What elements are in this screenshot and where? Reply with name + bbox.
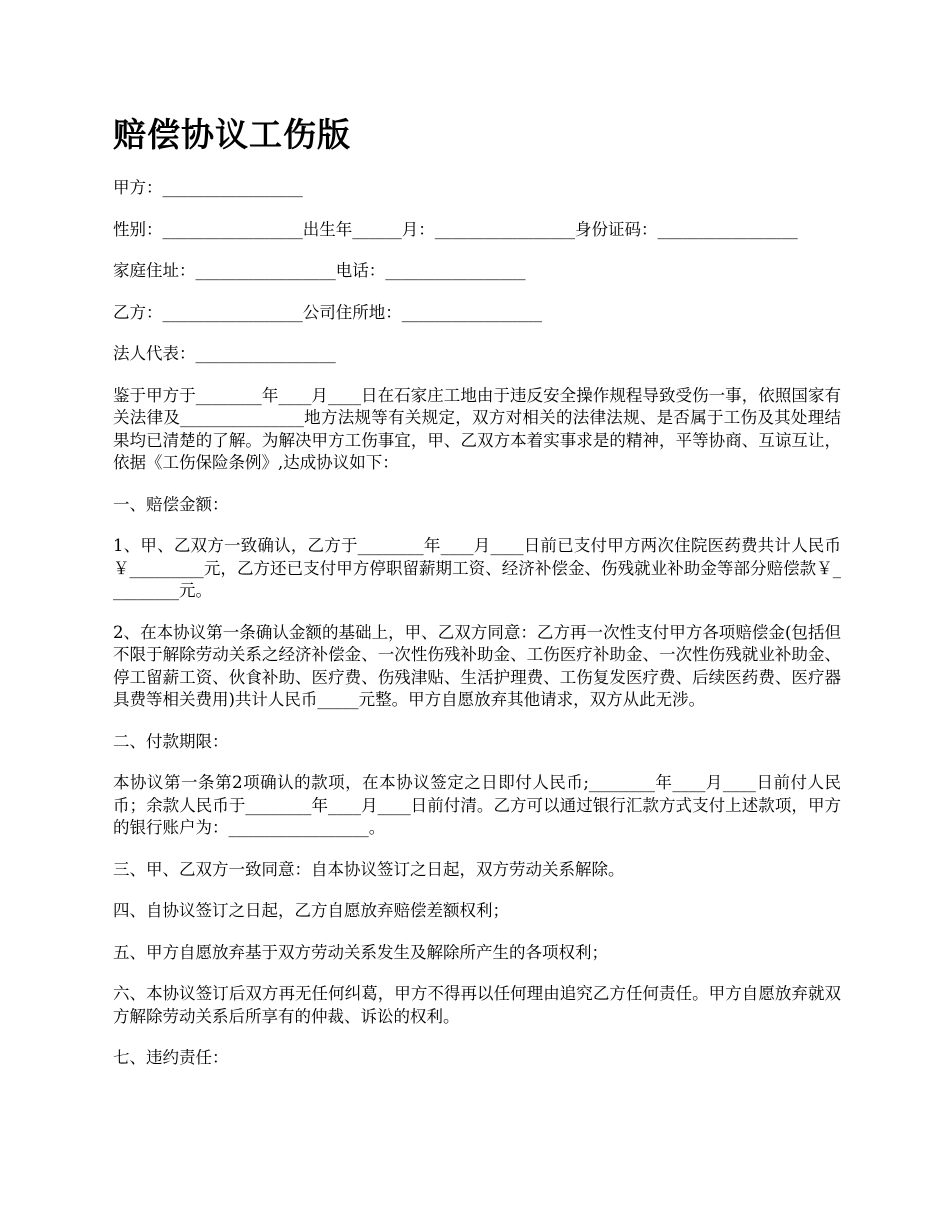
clause-1-1: 1、甲、乙双方一致确认，乙方于________年____月____日前已支付甲方两次住院医药费共计人民币￥_________元，乙方还已支付甲方停职留薪期工资、经济补偿金、伤残就业补助金等部分赔偿款￥_________元。 <box>113 536 841 600</box>
section-heading-compensation: 一、赔偿金额： <box>113 494 229 514</box>
clause-4: 四、自协议签订之日起，乙方自愿放弃赔偿差额权利； <box>113 901 509 920</box>
clause-6: 六、本协议签订后双方再无任何纠葛，甲方不得再以任何理由追究乙方任何责任。甲方自愿放弃就双方解除劳动关系后所享有的仲裁、诉讼的权利。 <box>113 984 841 1026</box>
section-heading-payment-term: 二、付款期限： <box>113 731 229 751</box>
address-phone-line: 家庭住址：_________________电话：_________________ <box>113 261 526 280</box>
document-page <box>113 110 841 1089</box>
clause-payment: 本协议第一条第2项确认的款项，在本协议签定之日即付人民币;________年____月____日前付人民币；余款人民币于________年____月____日前付清。乙方可以通过银行汇款方式支付上述款项，甲方的银行账户为：_________________。 <box>113 773 841 837</box>
preamble-paragraph: 鉴于甲方于________年____月____日在石家庄工地由于违反安全操作规程导致受伤一事，依照国家有关法律及_______________地方法规等有关规定，双方对相关的法律法规、是否属于工伤及其处理结果均已清楚的了解。为解决甲方工伤事宜，甲、乙双方本着实事求是的精神，平等协商、互谅互让，依据《工伤保险条例》,达成协议如下： <box>113 385 841 472</box>
clause-5: 五、甲方自愿放弃基于双方劳动关系发生及解除所产生的各项权利； <box>113 942 608 962</box>
clause-1-2: 2、在本协议第一条确认金额的基础上，甲、乙双方同意：乙方再一次性支付甲方各项赔偿金(包括但不限于解除劳动关系之经济补偿金、一次性伤残补助金、工伤医疗补助金、一次性伤残就业补助金、停工留薪工资、伙食补助、医疗费、伤残津贴、生活护理费、工伤复发医疗费、后续医药费、医疗器具费等相关费用)共计人民币_____元整。甲方自愿放弃其他请求，双方从此无涉。 <box>113 622 841 709</box>
legal-representative-line: 法人代表：_________________ <box>113 344 336 363</box>
clause-3: 三、甲、乙双方一致同意：自本协议签订之日起，双方劳动关系解除。 <box>113 859 625 879</box>
section-heading-liability: 七、违约责任： <box>113 1048 229 1067</box>
party-b-line: 乙方：_________________公司住所地：_________________ <box>113 302 542 322</box>
party-a-line: 甲方：_________________ <box>113 178 303 197</box>
document-title: 赔偿协议工伤版 <box>113 115 351 154</box>
personal-info-line: 性别：_________________出生年______月：_________________身份证码：_________________ <box>113 219 798 239</box>
